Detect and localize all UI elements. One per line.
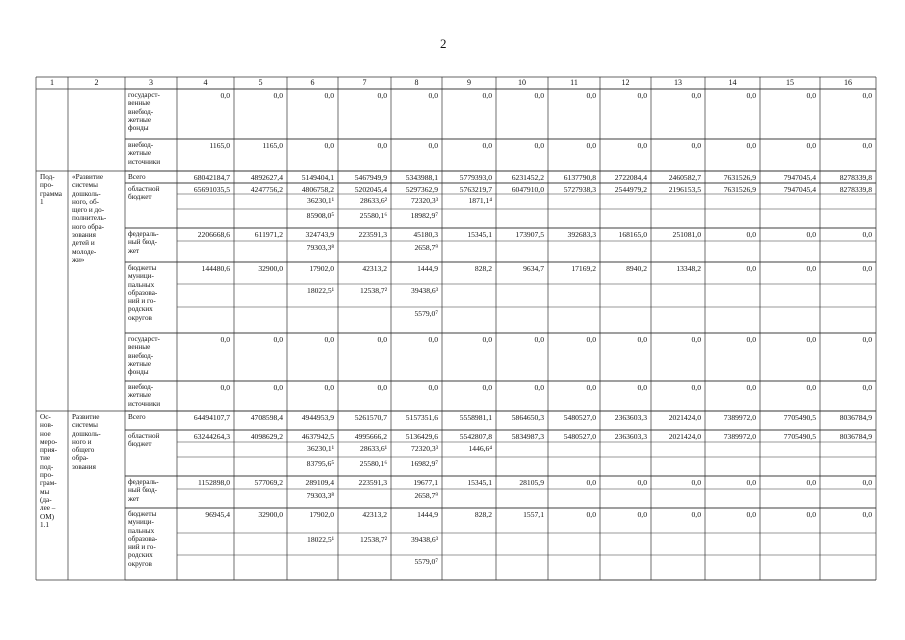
value-cell: 8036784,9 [839, 413, 872, 422]
value-cell: 0,0 [220, 383, 230, 392]
value-cell: 0,0 [806, 91, 816, 100]
source-label: внебюд- жетные источники [128, 383, 161, 408]
value-cell: 2460582,7 [668, 173, 701, 182]
additional-value-cell: 72320,3³ [411, 196, 438, 205]
value-cell: 7705490,5 [783, 432, 816, 441]
value-cell: 42313,2 [362, 264, 387, 273]
value-cell: 0,0 [637, 141, 647, 150]
value-cell: 0,0 [377, 335, 387, 344]
value-cell: 0,0 [746, 383, 756, 392]
value-cell: 15345,1 [467, 230, 492, 239]
value-cell: 223591,3 [358, 478, 387, 487]
value-cell: 0,0 [586, 478, 596, 487]
value-cell: 0,0 [806, 335, 816, 344]
value-cell: 1557,1 [523, 510, 544, 519]
value-cell: 17902,0 [309, 510, 334, 519]
additional-value-cell: 1446,6⁴ [468, 444, 492, 453]
value-cell: 168165,0 [618, 230, 647, 239]
value-cell: 7389972,0 [723, 432, 756, 441]
value-cell: 2544979,2 [614, 185, 647, 194]
additional-value-cell: 79303,3⁸ [306, 491, 334, 500]
value-cell: 0,0 [534, 141, 544, 150]
value-cell: 0,0 [862, 335, 872, 344]
value-cell: 5480527,0 [563, 413, 596, 422]
value-cell: 0,0 [324, 383, 334, 392]
value-cell: 0,0 [428, 91, 438, 100]
value-cell: 0,0 [273, 335, 283, 344]
value-cell: 5261570,7 [354, 413, 387, 422]
value-cell: 0,0 [534, 91, 544, 100]
value-cell: 828,2 [474, 264, 492, 273]
additional-value-cell: 39438,6³ [411, 535, 438, 544]
value-cell: 96945,4 [205, 510, 230, 519]
additional-value-cell: 39438,6³ [411, 286, 438, 295]
value-cell: 0,0 [637, 335, 647, 344]
value-cell: 7389972,0 [723, 413, 756, 422]
value-cell: 251081,0 [672, 230, 701, 239]
value-cell: 0,0 [746, 335, 756, 344]
value-cell: 4806758,2 [301, 185, 334, 194]
value-cell: 0,0 [586, 91, 596, 100]
value-cell: 2196153,5 [668, 185, 701, 194]
value-cell: 4098629,2 [250, 432, 283, 441]
column-number: 8 [414, 78, 419, 87]
value-cell: 5558981,1 [459, 413, 492, 422]
column-number: 14 [728, 78, 737, 87]
value-cell: 828,2 [474, 510, 492, 519]
page-number: 2 [440, 36, 447, 51]
source-label: государст- венные внебюд- жетные фонды [128, 91, 160, 133]
value-cell: 32900,0 [258, 264, 283, 273]
value-cell: 5343988,1 [405, 173, 438, 182]
value-cell: 42313,2 [362, 510, 387, 519]
value-cell: 0,0 [273, 383, 283, 392]
value-cell: 0,0 [691, 478, 701, 487]
additional-value-cell: 18022,5¹ [307, 286, 334, 295]
column-number: 16 [844, 78, 852, 87]
value-cell: 64494107,7 [193, 413, 230, 422]
subprogram-number: Под- про- грамма 1 [40, 173, 62, 206]
value-cell: 17169,2 [571, 264, 596, 273]
value-cell: 0,0 [806, 478, 816, 487]
subprogram-name: «Развитие системы дошколь- ного, об- щего и до- полнитель- ного обра- зования детей и молоде- жи» [72, 173, 107, 264]
column-number: 10 [518, 78, 526, 87]
value-cell: 68042184,7 [193, 173, 230, 182]
value-cell: 4637942,5 [301, 432, 334, 441]
value-cell: 6137790,8 [563, 173, 596, 182]
value-cell: 7947045,4 [783, 185, 816, 194]
value-cell: 0,0 [273, 91, 283, 100]
value-cell: 5480527,0 [563, 432, 596, 441]
additional-value-cell: 83795,6⁵ [306, 459, 334, 468]
value-cell: 0,0 [586, 335, 596, 344]
value-cell: 5834987,3 [511, 432, 544, 441]
value-cell: 0,0 [324, 335, 334, 344]
value-cell: 4892627,4 [250, 173, 283, 182]
value-cell: 63244264,3 [193, 432, 230, 441]
value-cell: 0,0 [637, 91, 647, 100]
value-cell: 4708598,4 [250, 413, 283, 422]
value-cell: 5542807,8 [459, 432, 492, 441]
value-cell: 0,0 [691, 141, 701, 150]
main-event-name: Развитие системы дошколь- ного и общего обра- зования [72, 413, 101, 471]
additional-value-cell: 72320,3³ [411, 444, 438, 453]
value-cell: 0,0 [862, 230, 872, 239]
value-cell: 0,0 [220, 335, 230, 344]
value-cell: 0,0 [482, 141, 492, 150]
value-cell: 0,0 [377, 383, 387, 392]
value-cell: 2722084,4 [614, 173, 647, 182]
column-number: 11 [570, 78, 578, 87]
source-label: бюджеты муници- пальных образова- ний и го- родских округов [128, 264, 158, 322]
source-label: государст- венные внебюд- жетные фонды [128, 335, 160, 377]
value-cell: 0,0 [746, 91, 756, 100]
source-label: федераль- ный бюд- жет [128, 230, 159, 255]
value-cell: 0,0 [377, 91, 387, 100]
additional-value-cell: 25580,1⁶ [359, 459, 387, 468]
additional-value-cell: 12538,7² [360, 286, 387, 295]
value-cell: 1165,0 [209, 141, 230, 150]
additional-value-cell: 85908,0⁵ [306, 211, 334, 220]
value-cell: 0,0 [862, 264, 872, 273]
value-cell: 0,0 [428, 383, 438, 392]
additional-value-cell: 16982,9⁷ [410, 459, 438, 468]
additional-value-cell: 36230,1¹ [307, 196, 334, 205]
column-number: 4 [203, 78, 208, 87]
value-cell: 6047910,0 [511, 185, 544, 194]
value-cell: 2021424,0 [668, 432, 701, 441]
value-cell: 0,0 [746, 264, 756, 273]
value-cell: 13348,2 [676, 264, 701, 273]
additional-value-cell: 2658,7⁹ [414, 491, 438, 500]
additional-value-cell: 18982,9⁷ [410, 211, 438, 220]
value-cell: 392683,3 [567, 230, 596, 239]
value-cell: 144480,6 [201, 264, 230, 273]
value-cell: 28105,9 [519, 478, 544, 487]
value-cell: 0,0 [691, 383, 701, 392]
value-cell: 1165,0 [262, 141, 283, 150]
value-cell: 0,0 [637, 510, 647, 519]
value-cell: 4247756,2 [250, 185, 283, 194]
value-cell: 0,0 [862, 510, 872, 519]
value-cell: 0,0 [482, 335, 492, 344]
additional-value-cell: 1871,1⁴ [468, 196, 492, 205]
value-cell: 0,0 [746, 510, 756, 519]
value-cell: 0,0 [806, 264, 816, 273]
value-cell: 6231452,2 [511, 173, 544, 182]
value-cell: 173907,5 [515, 230, 544, 239]
value-cell: 0,0 [862, 141, 872, 150]
value-cell: 0,0 [586, 383, 596, 392]
column-number: 2 [94, 78, 99, 87]
value-cell: 0,0 [806, 510, 816, 519]
value-cell: 2206668,6 [197, 230, 230, 239]
additional-value-cell: 18022,5¹ [307, 535, 334, 544]
value-cell: 9634,7 [523, 264, 544, 273]
value-cell: 0,0 [691, 510, 701, 519]
additional-value-cell: 12538,7² [360, 535, 387, 544]
value-cell: 0,0 [862, 91, 872, 100]
column-number: 7 [362, 78, 367, 87]
value-cell: 0,0 [862, 383, 872, 392]
value-cell: 0,0 [806, 141, 816, 150]
value-cell: 0,0 [691, 91, 701, 100]
value-cell: 5467949,9 [354, 173, 387, 182]
value-cell: 8278339,8 [839, 185, 872, 194]
value-cell: 0,0 [637, 478, 647, 487]
value-cell: 7631526,9 [723, 173, 756, 182]
value-cell: 1444,9 [417, 264, 438, 273]
value-cell: 0,0 [862, 478, 872, 487]
value-cell: 223591,3 [358, 230, 387, 239]
value-cell: 0,0 [377, 141, 387, 150]
value-cell: 8278339,8 [839, 173, 872, 182]
value-cell: 7947045,4 [783, 173, 816, 182]
value-cell: 2363603,3 [614, 413, 647, 422]
source-label: федераль- ный бюд- жет [128, 478, 159, 503]
value-cell: 0,0 [806, 230, 816, 239]
value-cell: 5149404,1 [301, 173, 334, 182]
value-cell: 0,0 [324, 91, 334, 100]
source-label: областной бюджет [128, 185, 160, 202]
value-cell: 5779393,0 [459, 173, 492, 182]
value-cell: 0,0 [534, 335, 544, 344]
additional-value-cell: 2658,7⁹ [414, 243, 438, 252]
value-cell: 5202045,4 [354, 185, 387, 194]
value-cell: 19677,1 [413, 478, 438, 487]
source-label: областной бюджет [128, 432, 160, 449]
value-cell: 0,0 [324, 141, 334, 150]
value-cell: 577069,2 [254, 478, 283, 487]
column-number: 13 [674, 78, 682, 87]
value-cell: 32900,0 [258, 510, 283, 519]
value-cell: 17902,0 [309, 264, 334, 273]
source-label: внебюд- жетные источники [128, 141, 161, 166]
value-cell: 0,0 [746, 141, 756, 150]
value-cell: 0,0 [691, 335, 701, 344]
source-label: бюджеты муници- пальных образова- ний и го- родских округов [128, 510, 158, 568]
column-number: 5 [258, 78, 263, 87]
main-event-number: Ос- нов- ное меро- прия- тие под- про- грам- мы (да- лее – ОМ) 1.1 [40, 413, 58, 529]
column-number: 1 [50, 78, 54, 87]
column-number: 15 [786, 78, 794, 87]
value-cell: 8940,2 [626, 264, 647, 273]
value-cell: 1444,9 [417, 510, 438, 519]
value-cell: 5864650,3 [511, 413, 544, 422]
value-cell: 5297362,9 [405, 185, 438, 194]
value-cell: 0,0 [482, 383, 492, 392]
source-label: Всего [128, 173, 146, 181]
column-number: 9 [467, 78, 471, 87]
additional-value-cell: 5579,0⁷ [414, 309, 438, 318]
source-label: Всего [128, 413, 146, 421]
value-cell: 0,0 [586, 510, 596, 519]
value-cell: 8036784,9 [839, 432, 872, 441]
value-cell: 7631526,9 [723, 185, 756, 194]
value-cell: 0,0 [637, 383, 647, 392]
value-cell: 2363603,3 [614, 432, 647, 441]
value-cell: 2021424,0 [668, 413, 701, 422]
value-cell: 0,0 [806, 383, 816, 392]
value-cell: 0,0 [220, 91, 230, 100]
column-number: 3 [149, 78, 153, 87]
value-cell: 324743,9 [305, 230, 334, 239]
value-cell: 5157351,6 [405, 413, 438, 422]
value-cell: 0,0 [746, 230, 756, 239]
value-cell: 0,0 [586, 141, 596, 150]
value-cell: 4944953,9 [301, 413, 334, 422]
additional-value-cell: 5579,0⁷ [414, 557, 438, 566]
value-cell: 0,0 [534, 383, 544, 392]
value-cell: 0,0 [482, 91, 492, 100]
value-cell: 289109,4 [305, 478, 334, 487]
value-cell: 7705490,5 [783, 413, 816, 422]
column-number: 6 [310, 78, 315, 87]
value-cell: 611971,2 [254, 230, 283, 239]
value-cell: 1152898,0 [198, 478, 230, 487]
additional-value-cell: 25580,1⁶ [359, 211, 387, 220]
additional-value-cell: 36230,1¹ [307, 444, 334, 453]
value-cell: 5763219,7 [459, 185, 492, 194]
value-cell: 15345,1 [467, 478, 492, 487]
value-cell: 65691035,5 [193, 185, 230, 194]
value-cell: 0,0 [428, 335, 438, 344]
value-cell: 4995666,2 [354, 432, 387, 441]
additional-value-cell: 28633,6² [360, 196, 387, 205]
additional-value-cell: 79303,3⁸ [306, 243, 334, 252]
additional-value-cell: 28633,6¹ [360, 444, 387, 453]
value-cell: 45180,3 [413, 230, 438, 239]
value-cell: 0,0 [746, 478, 756, 487]
value-cell: 0,0 [428, 141, 438, 150]
value-cell: 5136429,6 [405, 432, 438, 441]
value-cell: 5727938,3 [563, 185, 596, 194]
column-number: 12 [621, 78, 630, 87]
